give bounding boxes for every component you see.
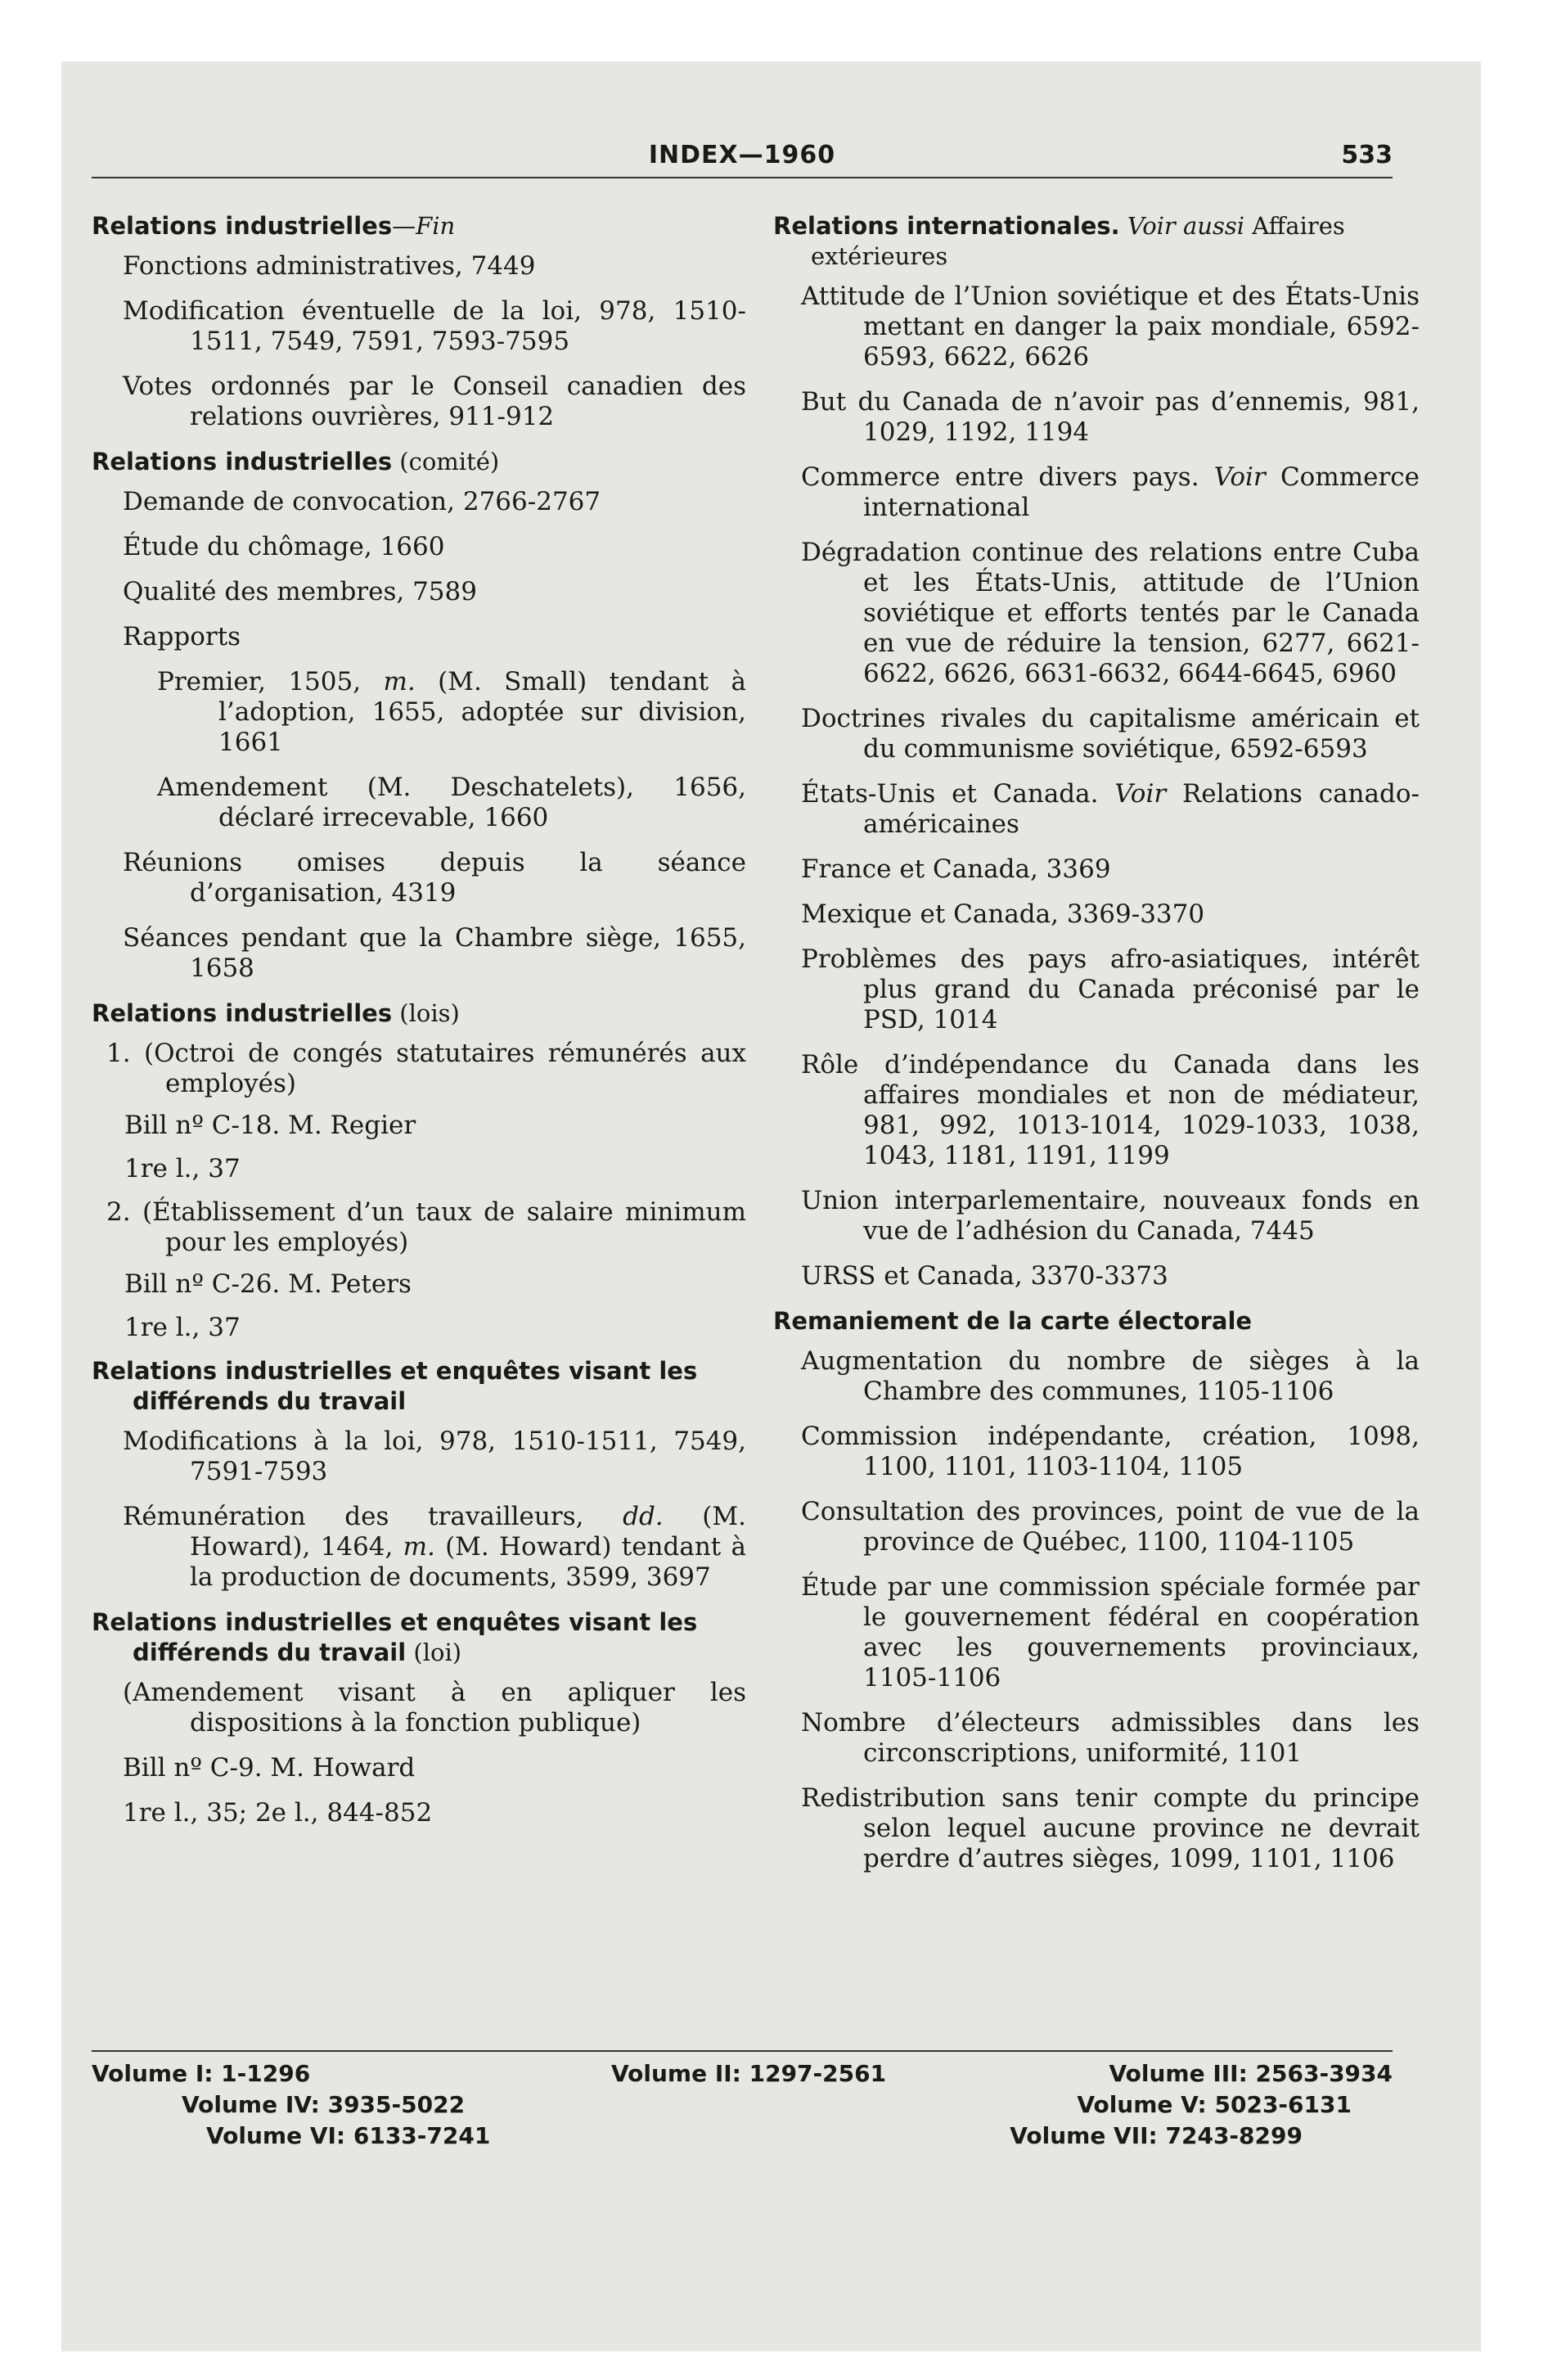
index-entry: France et Canada, 3369	[801, 854, 1111, 884]
index-entry: Augmentation du nombre de sièges à la Chambre des communes, 1105-1106	[801, 1346, 1420, 1406]
numbered-entry: 1. (Octroi de congés statutaires rémunérés aux employés)	[106, 1039, 746, 1098]
index-entry: Doctrines rivales du capitalisme américain et du communisme soviétique, 6592-6593	[801, 704, 1420, 764]
volume-3: Volume III: 2563-3934	[1109, 2060, 1393, 2087]
volume-5: Volume V: 5023-6131	[1077, 2091, 1352, 2118]
index-heading: Relations industrielles (comité)	[92, 448, 500, 476]
index-entry: Mexique et Canada, 3369-3370	[801, 899, 1205, 929]
index-entry: Consultation des provinces, point de vue de la province de Québec, 1100, 1104-1105	[801, 1497, 1420, 1557]
index-entry: Rémunération des travailleurs, dd. (M. Howard), 1464, m. (M. Howard) tendant à la production de documents, 3599, 3697	[123, 1502, 746, 1592]
index-subentry: 1re l., 37	[124, 1313, 241, 1342]
index-entry: Dégradation continue des relations entre Cuba et les États-Unis, attitude de l’Union soviétique et efforts tentés par le Canada en vue de réduire la tension, 6277, 6621-6622, 6626, 6631-6632, 6644-6645, 6960	[801, 538, 1420, 688]
index-entry: Fonctions administratives, 7449	[123, 251, 536, 281]
index-entry: URSS et Canada, 3370-3373	[801, 1261, 1168, 1291]
volume-2: Volume II: 1297-2561	[611, 2060, 887, 2087]
volume-7: Volume VII: 7243-8299	[1010, 2122, 1303, 2149]
index-heading: Relations industrielles et enquêtes visant les différends du travail (loi)	[92, 1608, 698, 1666]
index-entry: Modifications à la loi, 978, 1510-1511, 7549, 7591-7593	[123, 1427, 746, 1486]
index-entry: Étude du chômage, 1660	[123, 532, 445, 561]
index-heading: Relations industrielles—Fin	[92, 212, 456, 240]
index-entry: Problèmes des pays afro-asiatiques, intérêt plus grand du Canada préconisé par le PSD, 1014	[801, 944, 1420, 1034]
index-entry: Redistribution sans tenir compte du principe selon lequel aucune province ne devrait perdre d’autres sièges, 1099, 1101, 1106	[801, 1783, 1420, 1873]
index-entry: 1re l., 35; 2e l., 844-852	[123, 1798, 433, 1828]
volume-4: Volume IV: 3935-5022	[182, 2091, 466, 2118]
index-subentry: Amendement (M. Deschatelets), 1656, déclaré irrecevable, 1660	[157, 773, 746, 832]
running-header	[92, 141, 1393, 177]
left-column	[92, 205, 746, 1843]
index-heading: Remaniement de la carte électorale	[773, 1307, 1253, 1335]
index-entry: Votes ordonnés par le Conseil canadien des relations ouvrières, 911-912	[123, 372, 746, 431]
index-subentry: 1re l., 37	[124, 1154, 241, 1183]
index-subentry: Bill nº C-18. M. Regier	[124, 1111, 416, 1140]
index-entry: États-Unis et Canada. Voir Relations canado-américaines	[801, 779, 1420, 839]
header-title: INDEX—1960	[648, 141, 836, 169]
page-number: 533	[1341, 141, 1393, 169]
volume-6: Volume VI: 6133-7241	[206, 2122, 491, 2149]
index-heading: Relations industrielles et enquêtes visant les différends du travail	[92, 1357, 698, 1415]
index-entry: Nombre d’électeurs admissibles dans les circonscriptions, uniformité, 1101	[801, 1708, 1420, 1768]
index-subentry: Bill nº C-26. M. Peters	[124, 1269, 412, 1299]
index-entry: Demande de convocation, 2766-2767	[123, 487, 601, 516]
index-entry: Rôle d’indépendance du Canada dans les affaires mondiales et non de médiateur, 981, 992, 1013-1014, 1029-1033, 1038, 1043, 1181, 1191, 1199	[801, 1050, 1420, 1170]
index-entry: Attitude de l’Union soviétique et des États-Unis mettant en danger la paix mondiale, 6592-6593, 6622, 6626	[801, 282, 1420, 372]
footer-rule	[92, 2050, 1393, 2052]
index-entry: Réunions omises depuis la séance d’organisation, 4319	[123, 848, 746, 908]
index-entry: But du Canada de n’avoir pas d’ennemis, 981, 1029, 1192, 1194	[801, 387, 1420, 447]
right-column	[773, 205, 1420, 1889]
index-heading: Relations internationales. Voir aussi Affaires extérieures	[773, 212, 1345, 270]
index-entry: (Amendement visant à en apliquer les dispositions à la fonction publique)	[123, 1678, 746, 1738]
index-entry: Commission indépendante, création, 1098, 1100, 1101, 1103-1104, 1105	[801, 1422, 1420, 1481]
header-rule	[92, 177, 1393, 178]
numbered-entry: 2. (Établissement d’un taux de salaire minimum pour les employés)	[106, 1197, 746, 1257]
index-entry: Qualité des membres, 7589	[123, 577, 477, 606]
index-entry: Étude par une commission spéciale formée par le gouvernement fédéral en coopération avec les gouvernements provinciaux, 1105-1106	[801, 1572, 1420, 1693]
index-entry: Bill nº C-9. M. Howard	[123, 1753, 416, 1783]
index-subentry: Premier, 1505, m. (M. Small) tendant à l’adoption, 1655, adoptée sur division, 1661	[157, 667, 746, 757]
volume-1: Volume I: 1-1296	[92, 2060, 311, 2087]
index-entry: Union interparlementaire, nouveaux fonds en vue de l’adhésion du Canada, 7445	[801, 1186, 1420, 1246]
volume-footer	[92, 2058, 1393, 2173]
index-entry: Rapports	[123, 622, 241, 651]
index-entry: Commerce entre divers pays. Voir Commerce international	[801, 462, 1420, 522]
index-entry: Modification éventuelle de la loi, 978, 1510-1511, 7549, 7591, 7593-7595	[123, 296, 746, 356]
index-heading: Relations industrielles (lois)	[92, 999, 460, 1027]
index-entry: Séances pendant que la Chambre siège, 1655, 1658	[123, 923, 746, 983]
